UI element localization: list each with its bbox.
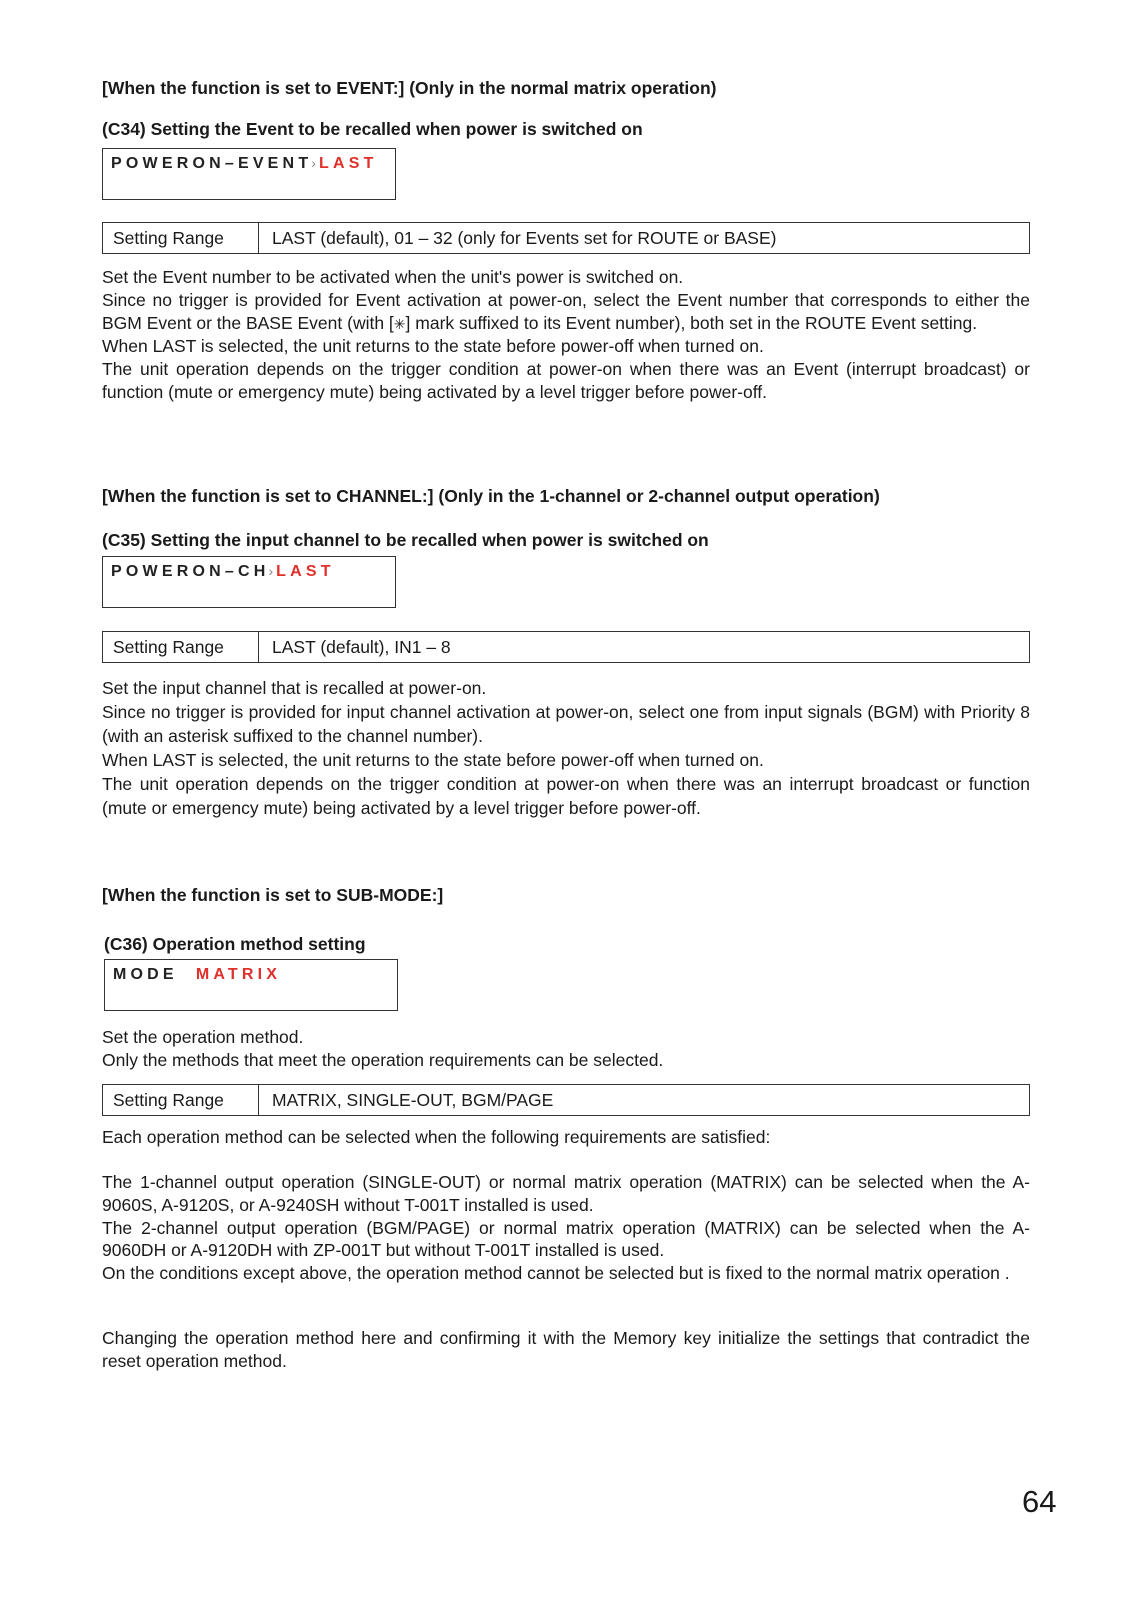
setting-range-label: Setting Range: [103, 1085, 259, 1115]
paragraph: Only the methods that meet the operation requirements can be selected.: [102, 1049, 664, 1070]
lcd-key-text: POWERON–EVENT: [111, 155, 313, 172]
paragraph: When LAST is selected, the unit returns to the state before power-off when turned on.: [102, 336, 764, 357]
lcd-value-text: LAST: [318, 155, 378, 172]
lcd-key-text: MODE: [113, 966, 178, 983]
paragraph: The 1-channel output operation (SINGLE-OUT) or normal matrix operation (MATRIX) can be selected when the A-9060S, A-9120S, or A-9240SH without T-001T installed is used.: [102, 1172, 1030, 1215]
lcd-value-text: LAST: [276, 563, 335, 580]
paragraph: The unit operation depends on the trigger condition at power-on when there was an Event (interrupt broadcast) or function (mute or emergency mute) being activated by a level trigger before power-off.: [102, 359, 1030, 402]
lcd-key-text: POWERON–CH: [111, 563, 270, 580]
c35-description: [102, 676, 1030, 820]
c34-description: [102, 266, 1030, 404]
page-number: 64: [1022, 1484, 1057, 1519]
paragraph: On the conditions except above, the operation method cannot be selected but is fixed to the normal matrix operation .: [102, 1263, 1010, 1284]
paragraph: [102, 289, 1030, 336]
c36-subheading: (C36) Operation method setting: [104, 934, 366, 954]
setting-range-value: LAST (default), IN1 – 8: [272, 637, 451, 657]
setting-range-value: MATRIX, SINGLE-OUT, BGM/PAGE: [272, 1090, 554, 1110]
c36-intro: [102, 1026, 1030, 1072]
lcd-display-poweron-ch: [102, 556, 396, 608]
c36-requirements: [102, 1126, 1030, 1149]
submode-section-heading: [When the function is set to SUB-MODE:]: [102, 885, 444, 905]
arrow-right-icon: ›: [268, 563, 274, 579]
lcd-display-poweron-event: [102, 148, 396, 200]
asterisk-mark-icon: ✳: [393, 315, 406, 332]
c36-details: [102, 1171, 1030, 1285]
setting-range-label: Setting Range: [103, 632, 259, 662]
c35-subheading: (C35) Setting the input channel to be recalled when power is switched on: [102, 530, 709, 550]
paragraph-text: Since no trigger is provided for Event activation at power-on, select the Event number that corresponds to either the BGM Event or the BASE Event (with [: [102, 289, 1030, 333]
paragraph: Since no trigger is provided for input channel activation at power-on, select one from input signals (BGM) with Priority 8 (with an asterisk suffixed to the channel number).: [102, 702, 1030, 746]
arrow-right-icon: ›: [311, 155, 316, 171]
setting-range-table-c36: [102, 1084, 1030, 1116]
setting-range-label: Setting Range: [103, 223, 259, 253]
c36-note: [102, 1327, 1030, 1373]
paragraph: The unit operation depends on the trigger condition at power-on when there was an interrupt broadcast or function (mute or emergency mute) being activated by a level trigger before power-off.: [102, 774, 1030, 818]
paragraph: The 2-channel output operation (BGM/PAGE) or normal matrix operation (MATRIX) can be selected when the A-9060DH or A-9120DH with ZP-001T but without T-001T installed is used.: [102, 1217, 1030, 1261]
setting-range-value: LAST (default), 01 – 32 (only for Events set for ROUTE or BASE): [272, 228, 777, 248]
paragraph: Set the operation method.: [102, 1027, 304, 1047]
paragraph-text: ] mark suffixed to its Event number), both set in the ROUTE Event setting.: [405, 312, 978, 333]
setting-range-table-c34: [102, 222, 1030, 254]
paragraph: Set the Event number to be activated when the unit's power is switched on.: [102, 267, 684, 287]
paragraph: Changing the operation method here and confirming it with the Memory key initialize the settings that contradict the reset operation method.: [102, 1328, 1030, 1371]
paragraph: When LAST is selected, the unit returns to the state before power-off when turned on.: [102, 750, 764, 770]
lcd-value-text: MATRIX: [195, 966, 282, 983]
paragraph: Set the input channel that is recalled at power-on.: [102, 678, 487, 698]
setting-range-table-c35: [102, 631, 1030, 663]
channel-section-heading: [When the function is set to CHANNEL:] (Only in the 1-channel or 2-channel output operation): [102, 486, 880, 506]
event-section-heading: [When the function is set to EVENT:] (Only in the normal matrix operation): [102, 78, 717, 98]
lcd-display-mode: [104, 959, 398, 1011]
paragraph: Each operation method can be selected when the following requirements are satisfied:: [102, 1127, 771, 1147]
c34-subheading: (C34) Setting the Event to be recalled when power is switched on: [102, 119, 643, 139]
